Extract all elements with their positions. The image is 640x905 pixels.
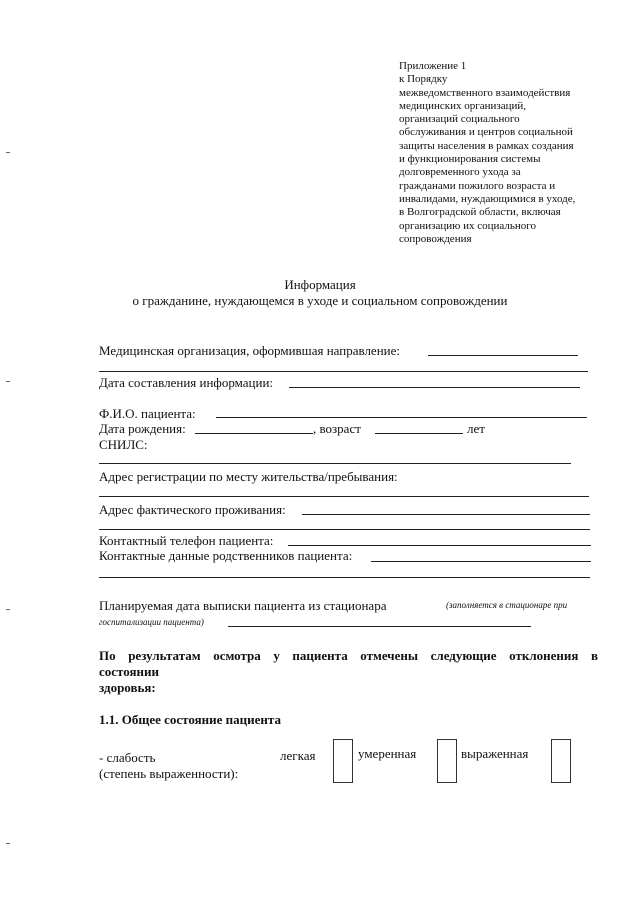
weakness-sublabel: (степень выраженности):	[99, 766, 239, 781]
appendix-line: к Порядку	[399, 73, 448, 86]
appendix-line: в Волгоградской области, включая	[399, 206, 561, 219]
med-org-field-line2[interactable]	[99, 371, 588, 372]
option-light-checkbox[interactable]	[333, 739, 353, 783]
option-severe-checkbox[interactable]	[551, 739, 571, 783]
fio-field[interactable]	[216, 417, 587, 418]
exam-heading-line3: здоровья:	[99, 680, 156, 695]
margin-mark	[6, 381, 10, 382]
appendix-line: межведомственного взаимодействия	[399, 86, 571, 99]
margin-mark	[6, 843, 10, 844]
margin-mark	[6, 152, 10, 153]
appendix-line: долговременного ухода за	[399, 166, 521, 179]
reg-address-label: Адрес регистрации по месту жительства/пребывания:	[99, 469, 398, 484]
discharge-field[interactable]	[228, 626, 531, 627]
relatives-field[interactable]	[371, 561, 591, 562]
appendix-note	[399, 60, 599, 246]
option-severe-label: выраженная	[461, 746, 529, 761]
age-field[interactable]	[375, 433, 463, 434]
section-heading: 1.1. Общее состояние пациента	[99, 712, 281, 727]
snils-label: СНИЛС:	[99, 437, 148, 452]
margin-mark	[6, 609, 10, 610]
appendix-line: гражданами пожилого возраста и	[399, 179, 556, 192]
date-info-field[interactable]	[289, 387, 580, 388]
appendix-line: организацию их социального	[399, 219, 537, 232]
appendix-line: сопровождения	[399, 232, 472, 245]
option-moderate-checkbox[interactable]	[437, 739, 457, 783]
actual-address-label: Адрес фактического проживания:	[99, 502, 286, 517]
exam-heading: По результатам осмотра у пациента отмечены следующие отклонения в	[99, 648, 598, 663]
age-label: , возраст	[313, 421, 361, 436]
discharge-label: Планируемая дата выписки пациента из стационара	[99, 598, 387, 613]
years-label: лет	[467, 421, 485, 436]
fio-label: Ф.И.О. пациента:	[99, 406, 196, 421]
phone-field[interactable]	[288, 545, 591, 546]
actual-address-field-line2[interactable]	[99, 529, 590, 530]
relatives-field-line2[interactable]	[99, 577, 590, 578]
birth-date-field[interactable]	[195, 433, 313, 434]
snils-field[interactable]	[99, 463, 571, 464]
option-light-label: легкая	[280, 748, 316, 763]
relatives-label: Контактные данные родственников пациента:	[99, 548, 353, 563]
phone-label: Контактный телефон пациента:	[99, 533, 274, 548]
appendix-line: инвалидами, нуждающимися в уходе,	[399, 192, 576, 205]
med-org-field[interactable]	[428, 355, 578, 356]
birth-date-label: Дата рождения:	[99, 421, 186, 436]
appendix-line: обслуживания и центров социальной	[399, 126, 573, 139]
discharge-note: (заполняется в стационаре при	[446, 600, 568, 610]
actual-address-field[interactable]	[302, 514, 590, 515]
appendix-line: Приложение 1	[399, 60, 467, 72]
med-org-label: Медицинская организация, оформившая направление:	[99, 343, 400, 358]
date-info-label: Дата составления информации:	[99, 375, 274, 390]
appendix-line: и функционирования системы	[399, 153, 541, 166]
exam-heading-line2: состоянии	[99, 664, 160, 679]
document-title: Информация	[284, 277, 356, 292]
weakness-label: - слабость	[99, 750, 156, 765]
document-subtitle: о гражданине, нуждающемся в уходе и социальном сопровождении	[132, 293, 508, 308]
appendix-line: организаций социального	[399, 113, 520, 126]
appendix-line: медицинских организаций,	[399, 99, 527, 112]
discharge-note-cont: госпитализации пациента)	[99, 617, 204, 627]
option-moderate-label: умеренная	[358, 746, 417, 761]
appendix-line: защиты населения в рамках создания	[399, 139, 574, 152]
reg-address-field[interactable]	[99, 496, 589, 497]
